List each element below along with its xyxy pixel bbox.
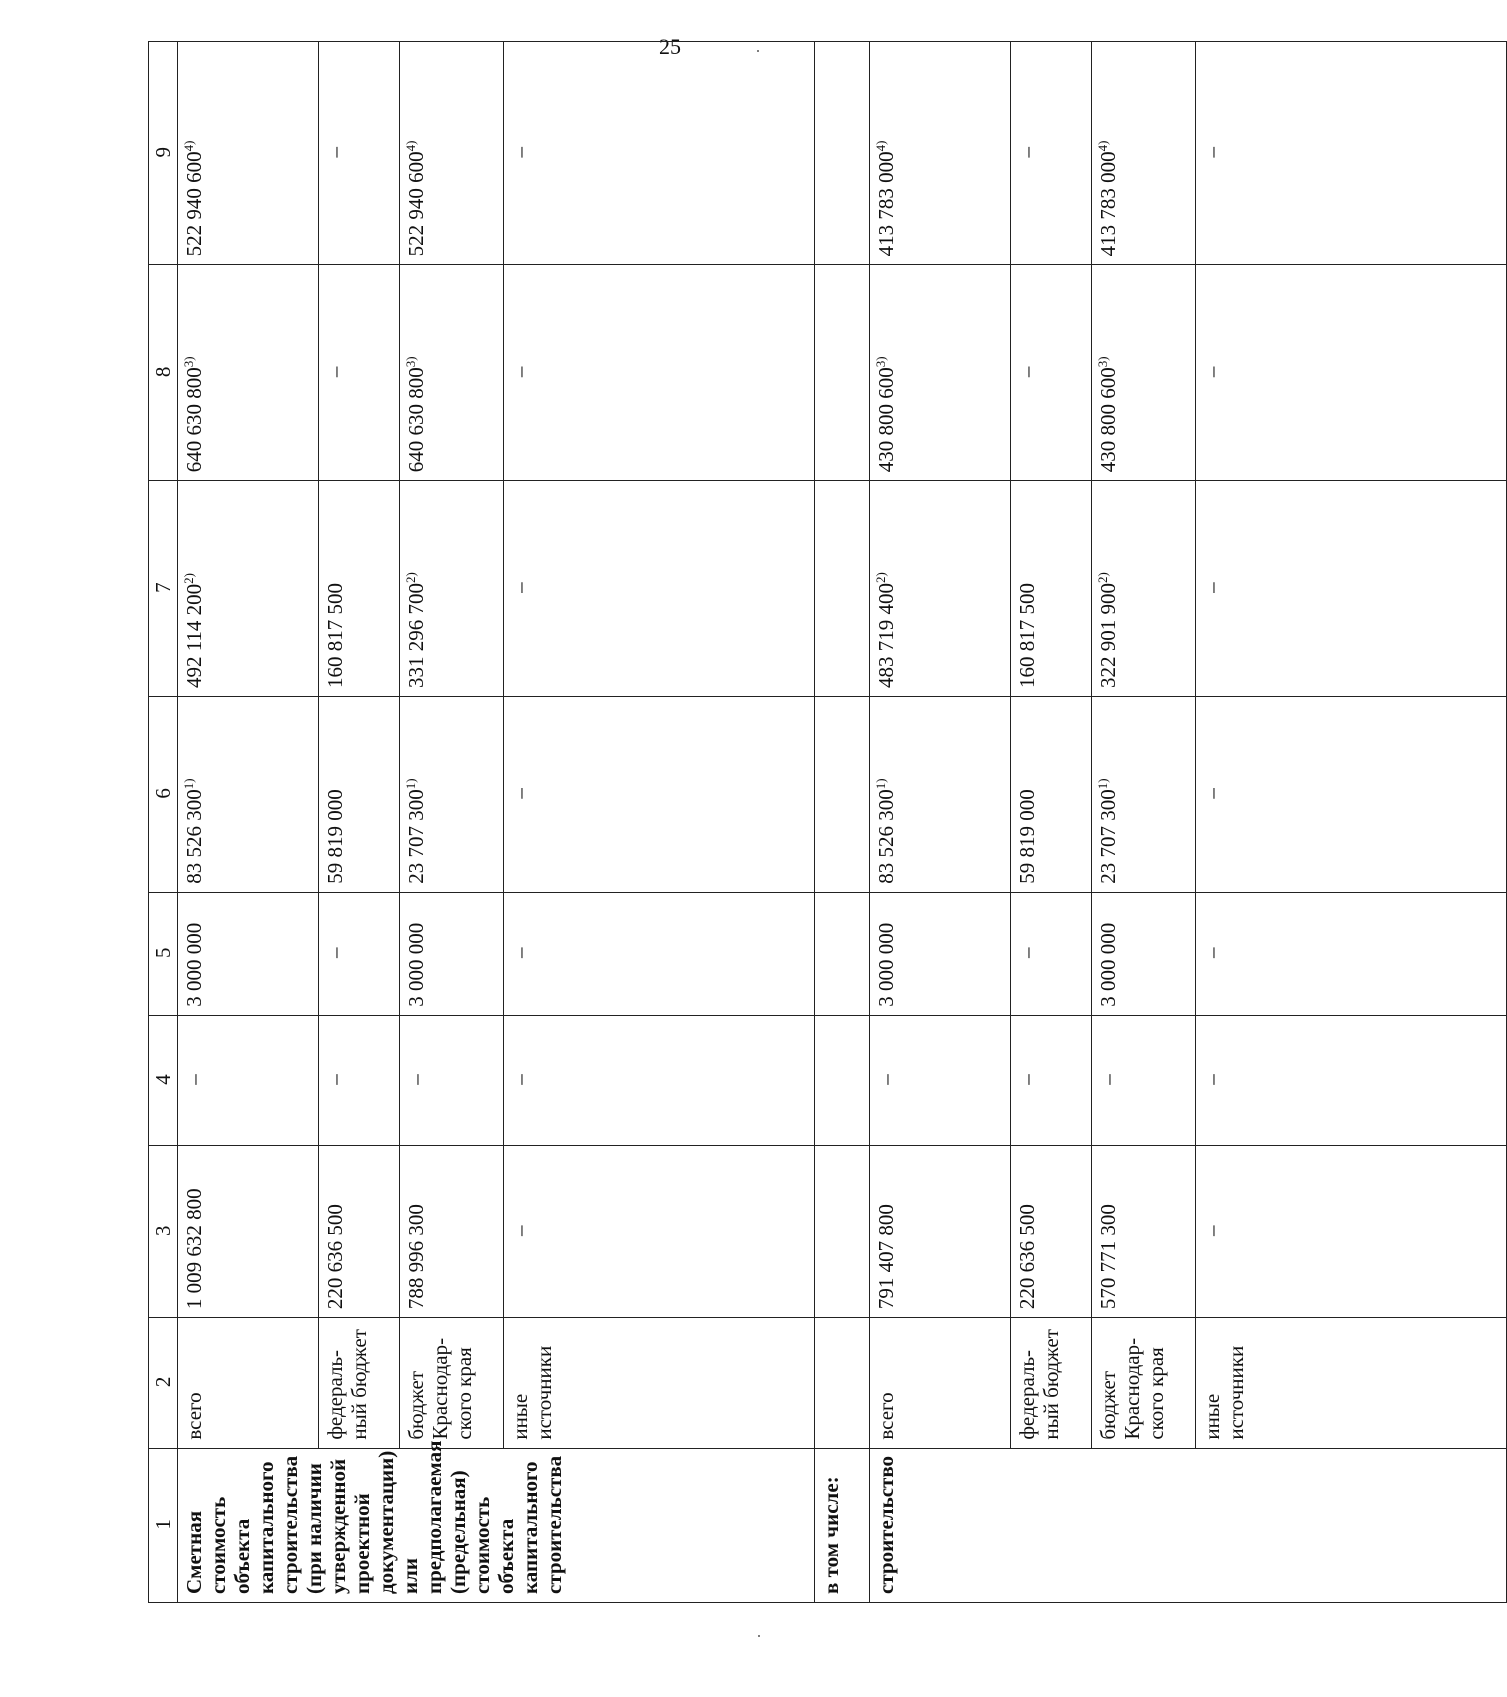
header-cell: 5 <box>149 892 178 1015</box>
value-text: – <box>508 582 532 593</box>
value-text: 3 000 000 <box>874 922 898 1007</box>
value-cell-c9 <box>1092 42 1196 265</box>
value-cell-c3 <box>178 1146 319 1318</box>
value-cell-c6 <box>1011 697 1092 893</box>
table-row <box>319 42 400 1603</box>
table-row <box>504 42 815 1603</box>
value-text: 220 636 500 <box>1015 1204 1039 1310</box>
value-cell-c4 <box>319 1015 400 1146</box>
value-cell-c5 <box>400 892 504 1015</box>
value-text: 83 526 300 <box>182 789 206 884</box>
empty-cell <box>815 892 870 1015</box>
financing-table <box>148 41 1507 1603</box>
value-cell-c9 <box>870 42 1011 265</box>
table-row <box>400 42 504 1603</box>
value-text: 430 800 600 <box>874 367 898 473</box>
value-text: 570 771 300 <box>1096 1204 1120 1310</box>
value-cell-c7 <box>400 481 504 697</box>
table-row <box>870 42 1011 1603</box>
value-cell-c6 <box>504 697 815 893</box>
value-cell-c6 <box>870 697 1011 893</box>
value-cell-c9 <box>400 42 504 265</box>
table-body <box>149 42 1507 1603</box>
header-cell: 4 <box>149 1015 178 1146</box>
footnote-mark: 1) <box>181 778 196 790</box>
value-cell-c3 <box>1011 1146 1092 1318</box>
value-cell-c3 <box>400 1146 504 1318</box>
value-text: – <box>1200 1074 1224 1085</box>
header-cell: 2 <box>149 1318 178 1449</box>
value-text: – <box>323 947 347 959</box>
value-cell-c7 <box>1092 481 1196 697</box>
value-text: – <box>323 1074 347 1085</box>
empty-cell <box>815 1146 870 1318</box>
empty-cell <box>815 481 870 697</box>
value-text: – <box>323 146 347 158</box>
scan-speck <box>758 1635 760 1637</box>
value-text: 522 940 600 <box>404 151 428 257</box>
value-text: 483 719 400 <box>874 583 898 689</box>
value-cell-c8 <box>870 265 1011 481</box>
value-text: 791 407 800 <box>874 1204 898 1310</box>
value-text: – <box>508 1074 532 1085</box>
value-cell-c7 <box>504 481 815 697</box>
value-cell-c7 <box>319 481 400 697</box>
value-cell-c3 <box>504 1146 815 1318</box>
value-cell-c9 <box>504 42 815 265</box>
source-cell: бюджет Краснодар-ского края <box>400 1318 504 1449</box>
source-cell: иные источники <box>504 1318 815 1449</box>
value-cell-c8 <box>319 265 400 481</box>
footnote-mark: 3) <box>403 356 418 368</box>
table-row <box>1092 42 1196 1603</box>
value-text: 640 630 800 <box>404 367 428 473</box>
footnote-mark: 4) <box>1095 140 1110 152</box>
empty-cell <box>815 1015 870 1146</box>
value-text: – <box>508 788 532 799</box>
cost-label: Сметная стоимость объекта капитального строительства (при наличии утвержденной проектной документации) или предполагаемая (предельная) стоимость объекта капитального строительства <box>178 1448 815 1602</box>
footnote-mark: 3) <box>873 356 888 368</box>
source-cell: федераль-ный бюджет <box>319 1318 400 1449</box>
value-cell-c9 <box>178 42 319 265</box>
value-text: 83 526 300 <box>874 789 898 884</box>
scan-speck <box>757 50 759 52</box>
value-cell-c6 <box>178 697 319 893</box>
value-text: 160 817 500 <box>323 583 347 689</box>
value-text: – <box>1200 1225 1224 1236</box>
value-text: – <box>1200 582 1224 593</box>
value-text: 23 707 300 <box>1096 789 1120 884</box>
value-cell-c4 <box>1196 1015 1507 1146</box>
footnote-mark: 4) <box>181 140 196 152</box>
value-cell-c9 <box>1011 42 1092 265</box>
value-cell-c5 <box>1011 892 1092 1015</box>
empty-cell <box>815 1318 870 1449</box>
value-text: 59 819 000 <box>1015 789 1039 884</box>
value-cell-c3 <box>319 1146 400 1318</box>
value-cell-c5 <box>319 892 400 1015</box>
construction-label: строительство <box>870 1448 1507 1602</box>
including-label: в том числе: <box>815 1448 870 1602</box>
value-cell-c8 <box>400 265 504 481</box>
footnote-mark: 2) <box>873 572 888 584</box>
source-cell: иные источники <box>1196 1318 1507 1449</box>
value-cell-c4 <box>870 1015 1011 1146</box>
value-text: – <box>1200 366 1224 378</box>
table-row <box>178 42 319 1603</box>
footnote-mark: 2) <box>1095 572 1110 584</box>
value-text: – <box>1015 1074 1039 1085</box>
value-text: – <box>1015 947 1039 959</box>
value-cell-c5 <box>1092 892 1196 1015</box>
value-cell-c3 <box>870 1146 1011 1318</box>
value-text: – <box>1200 788 1224 799</box>
value-cell-c5 <box>870 892 1011 1015</box>
value-cell-c5 <box>178 892 319 1015</box>
value-text: 59 819 000 <box>323 789 347 884</box>
footnote-mark: 1) <box>1095 778 1110 790</box>
value-cell-c4 <box>504 1015 815 1146</box>
footnote-mark: 2) <box>403 572 418 584</box>
value-cell-c6 <box>400 697 504 893</box>
empty-cell <box>815 265 870 481</box>
value-text: 3 000 000 <box>404 922 428 1007</box>
value-cell-c8 <box>1092 265 1196 481</box>
empty-cell <box>815 697 870 893</box>
value-cell-c9 <box>1196 42 1507 265</box>
value-cell-c5 <box>504 892 815 1015</box>
value-text: 640 630 800 <box>182 367 206 473</box>
value-cell-c8 <box>1011 265 1092 481</box>
footnote-mark: 2) <box>181 572 196 584</box>
value-cell-c8 <box>504 265 815 481</box>
header-cell: 1 <box>149 1448 178 1602</box>
value-cell-c3 <box>1196 1146 1507 1318</box>
value-text: – <box>508 366 532 378</box>
page-number: 25 <box>659 34 681 59</box>
value-text: 430 800 600 <box>1096 367 1120 473</box>
value-text: – <box>1200 146 1224 158</box>
value-text: – <box>182 1074 206 1085</box>
value-cell-c3 <box>1092 1146 1196 1318</box>
value-text: – <box>508 1225 532 1236</box>
footnote-mark: 3) <box>181 356 196 368</box>
header-cell: 6 <box>149 697 178 893</box>
value-text: 788 996 300 <box>404 1204 428 1310</box>
value-cell-c4 <box>178 1015 319 1146</box>
value-cell-c5 <box>1196 892 1507 1015</box>
value-text: 3 000 000 <box>1096 922 1120 1007</box>
value-text: – <box>323 366 347 378</box>
value-text: 522 940 600 <box>182 151 206 257</box>
value-cell-c8 <box>1196 265 1507 481</box>
header-cell: 9 <box>149 42 178 265</box>
value-text: – <box>1015 146 1039 158</box>
rotated-table-container <box>148 41 1248 1603</box>
footnote-mark: 1) <box>403 778 418 790</box>
footnote-mark: 4) <box>403 140 418 152</box>
value-text: 23 707 300 <box>404 789 428 884</box>
including-row <box>815 42 870 1603</box>
value-cell-c4 <box>400 1015 504 1146</box>
source-cell: бюджет Краснодар-ского края <box>1092 1318 1196 1449</box>
value-cell-c7 <box>1011 481 1092 697</box>
empty-cell <box>815 42 870 265</box>
value-cell-c6 <box>319 697 400 893</box>
value-text: 160 817 500 <box>1015 583 1039 689</box>
value-text: – <box>508 947 532 959</box>
value-cell-c8 <box>178 265 319 481</box>
source-cell: федераль-ный бюджет <box>1011 1318 1092 1449</box>
value-cell-c4 <box>1011 1015 1092 1146</box>
source-cell: всего <box>870 1318 1011 1449</box>
value-cell-c7 <box>870 481 1011 697</box>
footnote-mark: 3) <box>1095 356 1110 368</box>
header-cell: 3 <box>149 1146 178 1318</box>
value-text: 220 636 500 <box>323 1204 347 1310</box>
value-text: – <box>508 146 532 158</box>
source-cell: всего <box>178 1318 319 1449</box>
value-text: – <box>1015 366 1039 378</box>
value-text: 322 901 900 <box>1096 583 1120 689</box>
value-text: 3 000 000 <box>182 922 206 1007</box>
header-cell: 7 <box>149 481 178 697</box>
value-cell-c9 <box>319 42 400 265</box>
value-text: – <box>1200 947 1224 959</box>
value-cell-c6 <box>1092 697 1196 893</box>
header-cell: 8 <box>149 265 178 481</box>
value-text: 1 009 632 800 <box>182 1188 206 1310</box>
value-text: – <box>874 1074 898 1085</box>
footnote-mark: 4) <box>873 140 888 152</box>
value-text: 413 783 000 <box>874 151 898 257</box>
value-cell-c4 <box>1092 1015 1196 1146</box>
value-text: 413 783 000 <box>1096 151 1120 257</box>
footnote-mark: 1) <box>873 778 888 790</box>
value-cell-c7 <box>1196 481 1507 697</box>
value-text: – <box>404 1074 428 1085</box>
header-row <box>149 42 178 1603</box>
value-cell-c7 <box>178 481 319 697</box>
value-text: – <box>1096 1074 1120 1085</box>
table-row <box>1196 42 1507 1603</box>
value-text: 492 114 200 <box>182 583 206 689</box>
value-text: 331 296 700 <box>404 583 428 689</box>
table-row <box>1011 42 1092 1603</box>
value-cell-c6 <box>1196 697 1507 893</box>
